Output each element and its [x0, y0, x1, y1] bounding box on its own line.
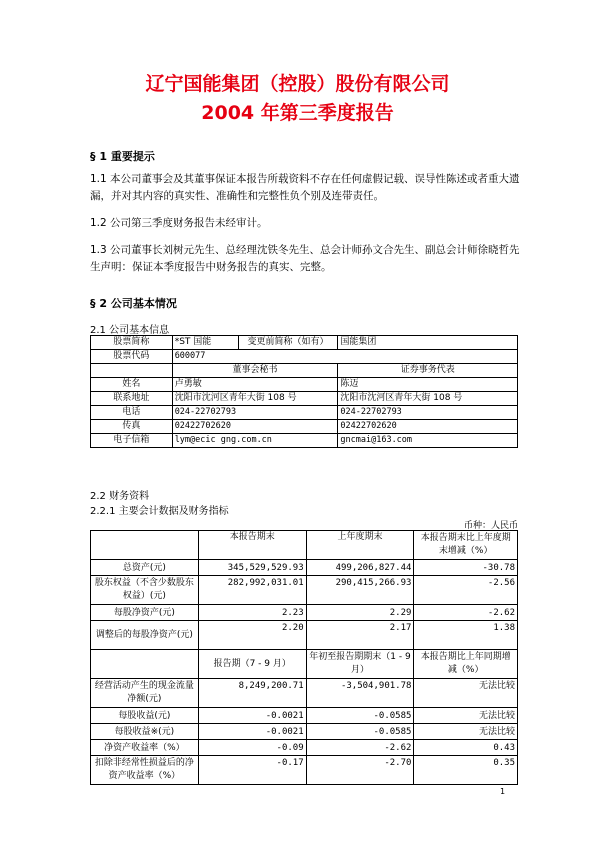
cell-value: -0.0585 — [306, 724, 414, 740]
stock-code-label: 股票代码 — [91, 350, 173, 364]
basic-info-table — [90, 335, 518, 448]
short-name-label: 股票简称 — [91, 336, 173, 350]
secretary-address: 沈阳市沈河区青年大街 108 号 — [172, 392, 338, 406]
address-label: 联系地址 — [91, 392, 173, 406]
name-label: 姓名 — [91, 378, 173, 392]
cell-value: -0.09 — [198, 740, 306, 756]
cell-value: 8,249,200.71 — [198, 679, 306, 708]
section2-heading: § 2 公司基本情况 — [90, 297, 177, 310]
cell-value: 1.38 — [414, 621, 518, 650]
prev-name-label: 变更前简称（如有） — [238, 336, 338, 350]
rep-email: gncmai@163.com — [338, 434, 518, 448]
cell-value: -2.56 — [414, 576, 518, 605]
row-label: 每股净资产(元) — [91, 605, 199, 621]
cell-value: -0.0021 — [198, 724, 306, 740]
cell-value: 0.43 — [414, 740, 518, 756]
prev-name-value: 国能集团 — [338, 336, 518, 350]
financial-table — [90, 530, 518, 785]
row-label: 股东权益（不含少数股东权益）(元) — [91, 576, 199, 605]
cell-value: -0.0021 — [198, 708, 306, 724]
subsection-2-2: 2.2 财务资料 — [90, 491, 150, 502]
page-number: 1 — [500, 787, 506, 796]
cell-value: -2.62 — [414, 605, 518, 621]
rep-name: 陈迈 — [338, 378, 518, 392]
cell-value: -2.70 — [306, 756, 414, 785]
rep-phone: 024-22702793 — [338, 406, 518, 420]
rep-address: 沈阳市沈河区青年大街 108 号 — [338, 392, 518, 406]
empty-header-cell — [91, 531, 199, 560]
cell-value: -3,504,901.78 — [306, 679, 414, 708]
col-header-ytd: 年初至报告期期末（1 - 9 月） — [306, 650, 414, 679]
secretary-name: 卢勇敏 — [172, 378, 338, 392]
secretary-fax: 02422702620 — [172, 420, 338, 434]
secretary-phone: 024-22702793 — [172, 406, 338, 420]
cell-value: 2.23 — [198, 605, 306, 621]
col-header-last-year-end: 上年度期末 — [306, 531, 414, 560]
row-label: 每股收益(元) — [91, 708, 199, 724]
fax-label: 传真 — [91, 420, 173, 434]
notice-1-1: 1.1 本公司董事会及其董事保证本报告所载资料不存在任何虚假记载、误导性陈述或者重大遗漏，并对其内容的真实性、准确性和完整性负个别及连带责任。 — [90, 173, 520, 202]
cell-value: 499,206,827.44 — [306, 560, 414, 576]
cell-value: -2.62 — [306, 740, 414, 756]
row-label: 扣除非经常性损益后的净资产收益率（%） — [91, 756, 199, 785]
email-label: 电子信箱 — [91, 434, 173, 448]
row-label: 总资产(元) — [91, 560, 199, 576]
rep-header: 证券事务代表 — [338, 364, 518, 378]
phone-label: 电话 — [91, 406, 173, 420]
cell-value: -30.78 — [414, 560, 518, 576]
rep-fax: 02422702620 — [338, 420, 518, 434]
col-header-yoy-change: 本报告期比上年同期增减（%） — [414, 650, 518, 679]
notice-1-3: 1.3 公司董事长刘树元先生、总经理沈铁冬先生、总会计师孙文合先生、副总会计师徐晓哲先生声明：保证本季度报告中财务报告的真实、完整。 — [90, 244, 520, 273]
short-name-value: *ST 国能 — [172, 336, 238, 350]
cell-value: 无法比较 — [414, 708, 518, 724]
cell-value: 0.35 — [414, 756, 518, 785]
cell-value: 无法比较 — [414, 679, 518, 708]
cell-value: 2.17 — [306, 621, 414, 650]
cell-value: 2.29 — [306, 605, 414, 621]
secretary-email: lym@ecic gng.com.cn — [172, 434, 338, 448]
section1-heading: § 1 重要提示 — [90, 150, 155, 163]
currency-unit: 币种：人民币 — [463, 521, 518, 531]
stock-code-value: 600077 — [172, 350, 517, 364]
col-header-period-end: 本报告期末 — [198, 531, 306, 560]
notice-1-2: 1.2 公司第三季度财务报告未经审计。 — [90, 217, 268, 229]
row-label: 经营活动产生的现金流量净额(元) — [91, 679, 199, 708]
empty-header-cell — [91, 650, 199, 679]
empty-cell — [91, 364, 173, 378]
row-label: 净资产收益率（%） — [91, 740, 199, 756]
cell-value: 290,415,266.93 — [306, 576, 414, 605]
cell-value: -0.0585 — [306, 708, 414, 724]
cell-value: 345,529,529.93 — [198, 560, 306, 576]
report-title-line1: 辽宁国能集团（控股）股份有限公司 — [145, 73, 450, 95]
report-title-line2: 2004 年第三季度报告 — [201, 102, 394, 124]
subsection-2-2-1: 2.2.1 主要会计数据及财务指标 — [90, 506, 229, 517]
cell-value: 无法比较 — [414, 724, 518, 740]
cell-value: 2.20 — [198, 621, 306, 650]
subsection-2-1: 2.1 公司基本信息 — [90, 325, 170, 336]
cell-value: 282,992,031.01 — [198, 576, 306, 605]
col-header-report-period: 报告期（7 - 9 月） — [198, 650, 306, 679]
row-label: 调整后的每股净资产(元) — [91, 621, 199, 650]
row-label: 每股收益※(元) — [91, 724, 199, 740]
cell-value: -0.17 — [198, 756, 306, 785]
secretary-header: 董事会秘书 — [172, 364, 338, 378]
col-header-change: 本报告期末比上年度期末增减（%） — [414, 531, 518, 560]
